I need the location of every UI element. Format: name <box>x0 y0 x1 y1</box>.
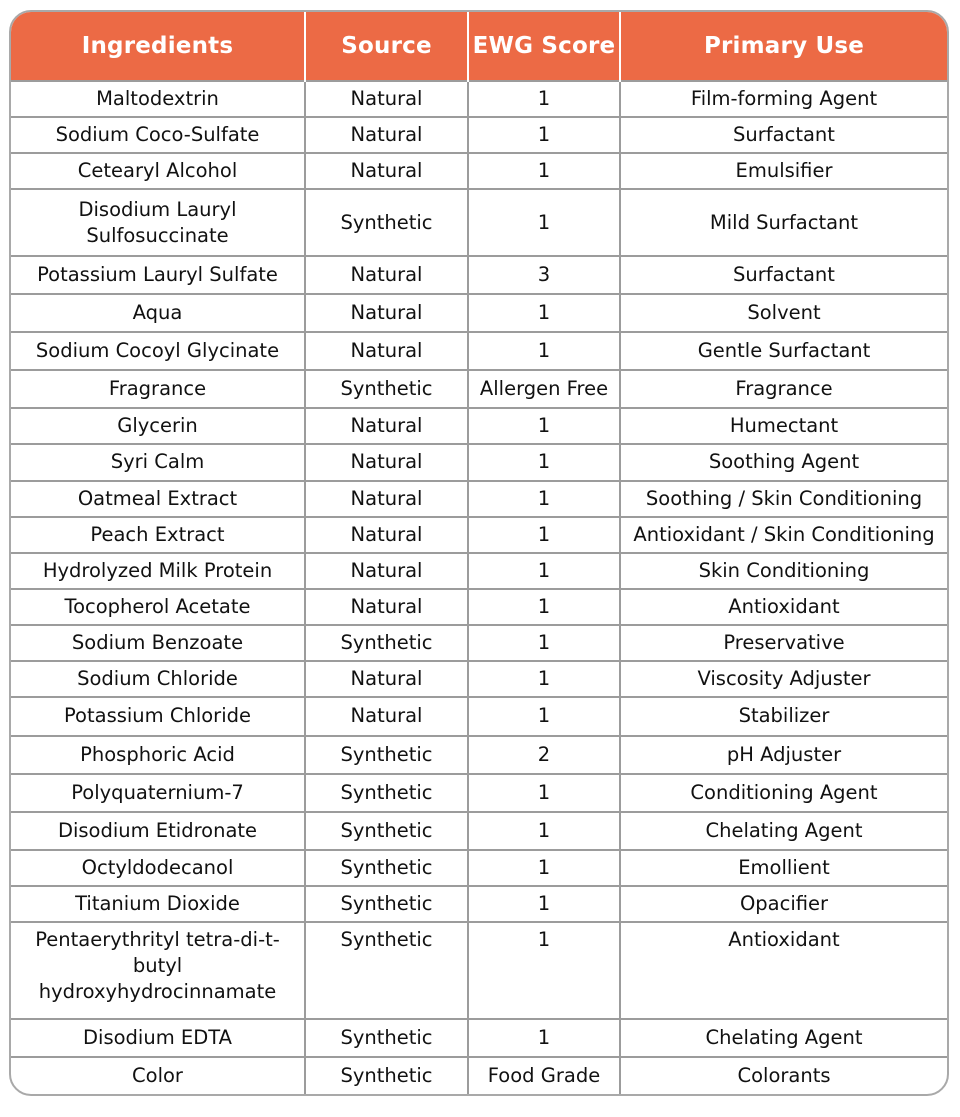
ingredient-cell: Oatmeal Extract <box>11 481 305 517</box>
source-cell: Synthetic <box>305 736 468 774</box>
source-cell: Natural <box>305 661 468 697</box>
table-row <box>11 153 947 189</box>
primary-use-cell: Chelating Agent <box>620 1019 947 1057</box>
table-row <box>11 589 947 625</box>
ewg-score-cell: 1 <box>468 294 620 332</box>
source-cell: Synthetic <box>305 625 468 661</box>
ingredient-cell: Sodium Cocoyl Glycinate <box>11 332 305 370</box>
ingredient-cell: Cetearyl Alcohol <box>11 153 305 189</box>
table-row <box>11 81 947 117</box>
source-cell: Natural <box>305 153 468 189</box>
ewg-score-cell: 1 <box>468 517 620 553</box>
primary-use-cell: pH Adjuster <box>620 736 947 774</box>
ewg-score-cell: 1 <box>468 886 620 922</box>
ingredient-cell: Octyldodecanol <box>11 850 305 886</box>
primary-use-cell: Surfactant <box>620 117 947 153</box>
table-row <box>11 256 947 294</box>
ewg-score-cell: 2 <box>468 736 620 774</box>
ewg-score-cell: 1 <box>468 850 620 886</box>
table-row <box>11 886 947 922</box>
table-row <box>11 736 947 774</box>
ewg-score-cell: 1 <box>468 812 620 850</box>
header-source: Source <box>305 12 468 81</box>
primary-use-cell: Gentle Surfactant <box>620 332 947 370</box>
primary-use-cell: Conditioning Agent <box>620 774 947 812</box>
ingredient-cell: Disodium EDTA <box>11 1019 305 1057</box>
ingredient-cell: Color <box>11 1057 305 1094</box>
table-row <box>11 517 947 553</box>
ingredients-table-card <box>9 10 949 1096</box>
source-cell: Synthetic <box>305 812 468 850</box>
ingredient-cell: Fragrance <box>11 370 305 408</box>
table-row <box>11 189 947 255</box>
table-row <box>11 481 947 517</box>
source-cell: Synthetic <box>305 1019 468 1057</box>
ewg-score-cell: 1 <box>468 481 620 517</box>
ingredient-cell: Aqua <box>11 294 305 332</box>
source-cell: Synthetic <box>305 1057 468 1094</box>
source-cell: Natural <box>305 256 468 294</box>
ewg-score-cell: 1 <box>468 189 620 255</box>
table-row <box>11 774 947 812</box>
table-row <box>11 408 947 444</box>
source-cell: Synthetic <box>305 922 468 1018</box>
header-ingredients: Ingredients <box>11 12 305 81</box>
source-cell: Synthetic <box>305 774 468 812</box>
primary-use-cell: Surfactant <box>620 256 947 294</box>
ingredient-cell: Glycerin <box>11 408 305 444</box>
table-row <box>11 697 947 735</box>
ingredient-cell: Hydrolyzed Milk Protein <box>11 553 305 589</box>
ingredient-cell: Sodium Benzoate <box>11 625 305 661</box>
source-cell: Synthetic <box>305 370 468 408</box>
table-row <box>11 1019 947 1057</box>
primary-use-cell: Fragrance <box>620 370 947 408</box>
source-cell: Natural <box>305 517 468 553</box>
primary-use-cell: Preservative <box>620 625 947 661</box>
source-cell: Natural <box>305 117 468 153</box>
source-cell: Natural <box>305 697 468 735</box>
ewg-score-cell: 1 <box>468 589 620 625</box>
ingredient-cell: Syri Calm <box>11 444 305 480</box>
primary-use-cell: Emulsifier <box>620 153 947 189</box>
table-row <box>11 117 947 153</box>
source-cell: Natural <box>305 553 468 589</box>
ewg-score-cell: 1 <box>468 625 620 661</box>
source-cell: Natural <box>305 589 468 625</box>
ewg-score-cell: 1 <box>468 697 620 735</box>
source-cell: Synthetic <box>305 850 468 886</box>
source-cell: Natural <box>305 294 468 332</box>
ingredient-cell: Disodium Lauryl Sulfosuccinate <box>11 189 305 255</box>
table-row <box>11 850 947 886</box>
ingredients-table <box>11 12 947 1094</box>
ewg-score-cell: 1 <box>468 774 620 812</box>
primary-use-cell: Mild Surfactant <box>620 189 947 255</box>
ewg-score-cell: 1 <box>468 444 620 480</box>
primary-use-cell: Soothing / Skin Conditioning <box>620 481 947 517</box>
ewg-score-cell: 1 <box>468 153 620 189</box>
table-row <box>11 625 947 661</box>
ingredient-cell: Polyquaternium-7 <box>11 774 305 812</box>
table-row <box>11 370 947 408</box>
ingredient-cell: Phosphoric Acid <box>11 736 305 774</box>
ewg-score-cell: Food Grade <box>468 1057 620 1094</box>
ewg-score-cell: 1 <box>468 553 620 589</box>
ingredient-cell: Maltodextrin <box>11 81 305 117</box>
header-ewg-score: EWG Score <box>468 12 620 81</box>
table-header-row <box>11 12 947 81</box>
table-row <box>11 812 947 850</box>
ewg-score-cell: 1 <box>468 922 620 1018</box>
ingredient-cell: Titanium Dioxide <box>11 886 305 922</box>
primary-use-cell: Emollient <box>620 850 947 886</box>
ingredient-cell: Potassium Lauryl Sulfate <box>11 256 305 294</box>
ewg-score-cell: 1 <box>468 117 620 153</box>
ingredient-cell: Tocopherol Acetate <box>11 589 305 625</box>
ewg-score-cell: 1 <box>468 332 620 370</box>
table-row <box>11 553 947 589</box>
primary-use-cell: Stabilizer <box>620 697 947 735</box>
primary-use-cell: Opacifier <box>620 886 947 922</box>
ewg-score-cell: 3 <box>468 256 620 294</box>
ingredient-cell: Disodium Etidronate <box>11 812 305 850</box>
source-cell: Natural <box>305 481 468 517</box>
ingredient-cell: Sodium Chloride <box>11 661 305 697</box>
table-row <box>11 661 947 697</box>
primary-use-cell: Antioxidant <box>620 922 947 1018</box>
ingredient-cell: Pentaerythrityl tetra-di-t-butyl hydroxyhydrocinnamate <box>11 922 305 1018</box>
header-primary-use: Primary Use <box>620 12 947 81</box>
table-row <box>11 294 947 332</box>
primary-use-cell: Antioxidant <box>620 589 947 625</box>
table-row <box>11 444 947 480</box>
primary-use-cell: Colorants <box>620 1057 947 1094</box>
primary-use-cell: Chelating Agent <box>620 812 947 850</box>
ewg-score-cell: 1 <box>468 1019 620 1057</box>
source-cell: Synthetic <box>305 189 468 255</box>
ewg-score-cell: Allergen Free <box>468 370 620 408</box>
ewg-score-cell: 1 <box>468 408 620 444</box>
source-cell: Synthetic <box>305 886 468 922</box>
primary-use-cell: Humectant <box>620 408 947 444</box>
source-cell: Natural <box>305 444 468 480</box>
ingredient-cell: Peach Extract <box>11 517 305 553</box>
primary-use-cell: Soothing Agent <box>620 444 947 480</box>
primary-use-cell: Film-forming Agent <box>620 81 947 117</box>
table-row <box>11 922 947 1018</box>
ingredient-cell: Potassium Chloride <box>11 697 305 735</box>
table-row <box>11 332 947 370</box>
ewg-score-cell: 1 <box>468 661 620 697</box>
source-cell: Natural <box>305 408 468 444</box>
primary-use-cell: Viscosity Adjuster <box>620 661 947 697</box>
source-cell: Natural <box>305 81 468 117</box>
table-row <box>11 1057 947 1094</box>
source-cell: Natural <box>305 332 468 370</box>
primary-use-cell: Solvent <box>620 294 947 332</box>
ewg-score-cell: 1 <box>468 81 620 117</box>
primary-use-cell: Antioxidant / Skin Conditioning <box>620 517 947 553</box>
primary-use-cell: Skin Conditioning <box>620 553 947 589</box>
ingredient-cell: Sodium Coco-Sulfate <box>11 117 305 153</box>
